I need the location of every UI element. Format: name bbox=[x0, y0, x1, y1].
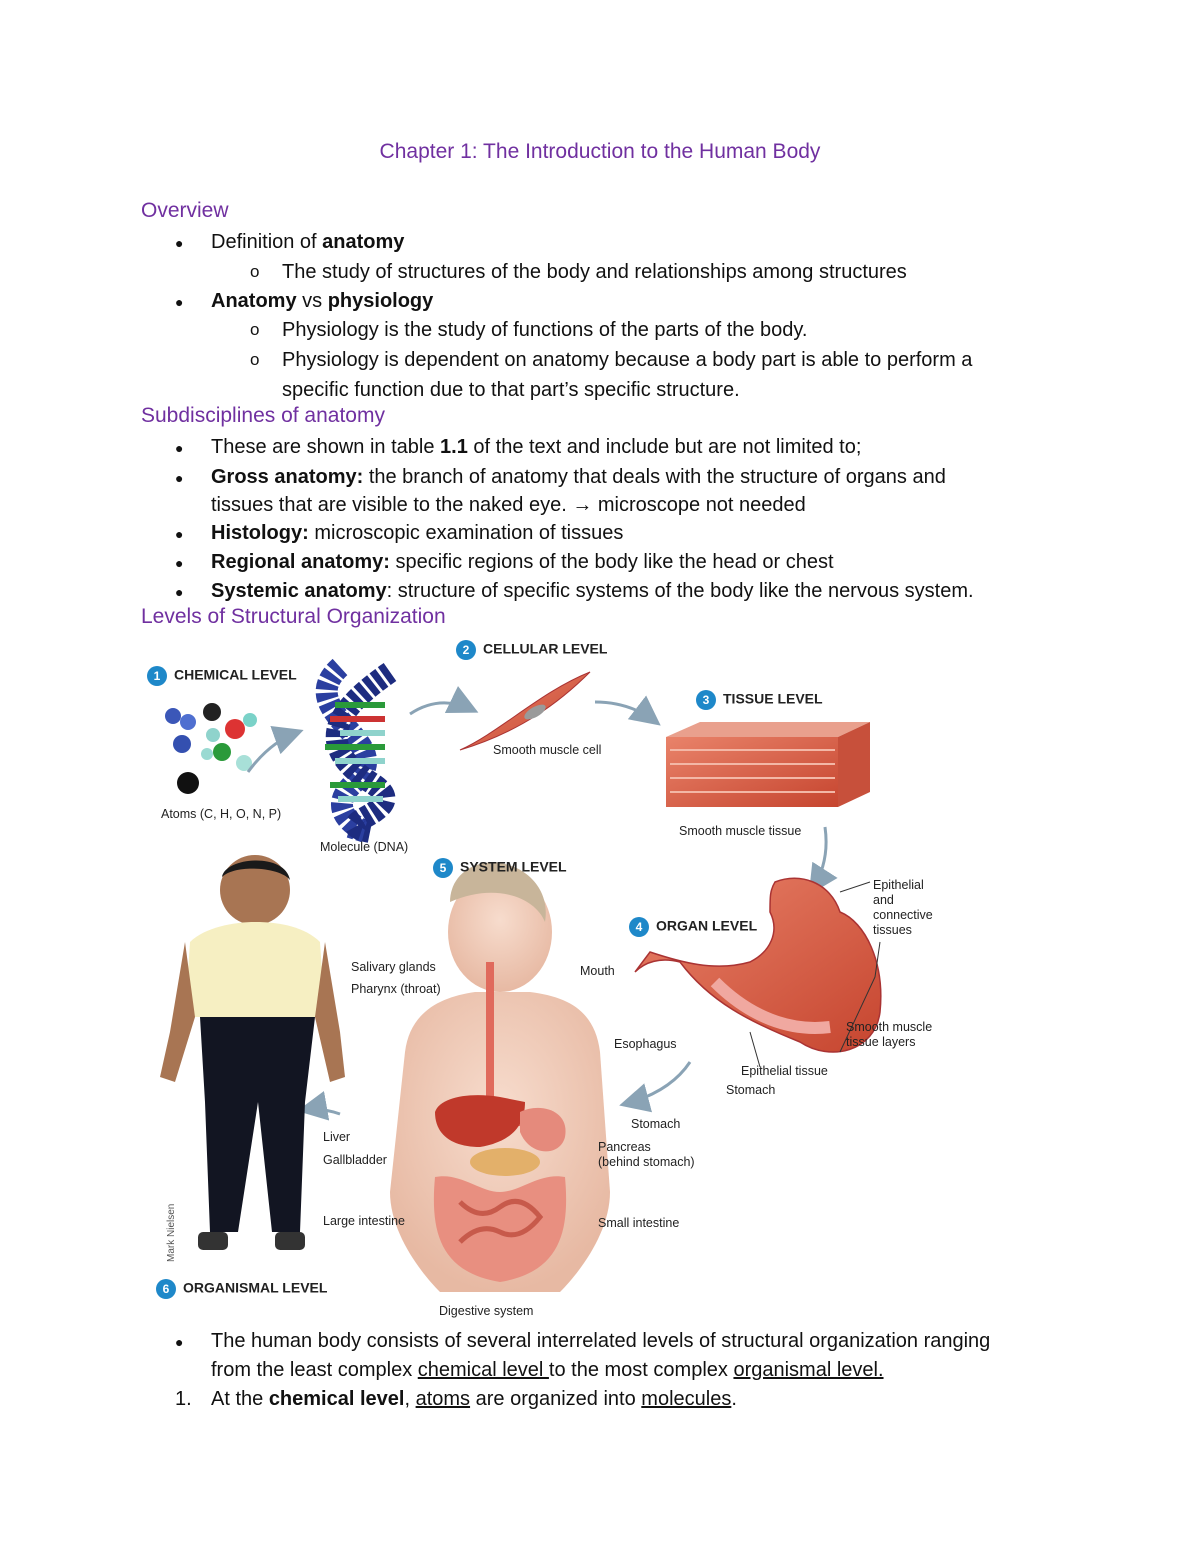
digestive-system-label: Digestive system bbox=[439, 1304, 534, 1318]
bullet-icon: ● bbox=[175, 470, 184, 486]
epithelial-connective-label: Epithelial and connective tissues bbox=[873, 878, 933, 937]
sub-bullet-marker: o bbox=[250, 350, 260, 369]
smooth-muscle-tissue-illustration bbox=[666, 722, 870, 807]
overview-bullet-2: Anatomy vs physiology bbox=[211, 290, 434, 312]
organismal-person-illustration bbox=[160, 855, 345, 1250]
epithelial-tissue-label: Epithelial tissue bbox=[741, 1064, 828, 1078]
stomach-label: Stomach bbox=[631, 1117, 681, 1131]
sub-bullet-marker: o bbox=[250, 320, 260, 339]
sub-bullet-3: Histology: microscopic examination of tissues bbox=[211, 522, 624, 544]
molecule-label: Molecule (DNA) bbox=[320, 840, 409, 854]
esophagus-label: Esophagus bbox=[614, 1037, 677, 1051]
organ-level-label: 4 ORGAN LEVEL bbox=[629, 917, 757, 937]
system-level-label: 5 SYSTEM LEVEL bbox=[433, 858, 567, 878]
overview-sub-3b: specific function due to that part’s specific structure. bbox=[282, 379, 740, 401]
photo-credit: Mark Nielsen bbox=[166, 1203, 177, 1262]
salivary-glands-label: Salivary glands bbox=[351, 960, 436, 974]
pharynx-label: Pharynx (throat) bbox=[351, 982, 441, 996]
levels-heading: Levels of Structural Organization bbox=[141, 605, 446, 628]
bullet-icon: ● bbox=[175, 294, 184, 310]
bullet-icon: ● bbox=[175, 584, 184, 600]
overview-sub-1: The study of structures of the body and relationships among structures bbox=[282, 261, 907, 283]
large-intestine-label: Large intestine bbox=[323, 1214, 406, 1228]
atoms-label: Atoms (C, H, O, N, P) bbox=[161, 807, 282, 821]
subdisciplines-heading: Subdisciplines of anatomy bbox=[141, 404, 385, 427]
levels-numbered-marker: 1. bbox=[175, 1388, 192, 1410]
overview-bullet-1: Definition of anatomy bbox=[211, 231, 405, 253]
digestive-system-illustration bbox=[390, 862, 610, 1292]
bullet-icon: ● bbox=[175, 555, 184, 571]
smooth-muscle-cell-illustration bbox=[460, 672, 590, 750]
tissue-level-label: 3 TISSUE LEVEL bbox=[696, 690, 823, 710]
sub-bullet-4: Regional anatomy: specific regions of the body like the head or chest bbox=[211, 551, 834, 573]
organismal-level-label: 6 ORGANISMAL LEVEL bbox=[156, 1279, 327, 1299]
bullet-icon: ● bbox=[175, 526, 184, 542]
overview-sub-2: Physiology is the study of functions of the parts of the body. bbox=[282, 319, 808, 341]
sub-bullet-5: Systemic anatomy: structure of specific systems of the body like the nervous system. bbox=[211, 580, 974, 602]
smooth-muscle-cell-label: Smooth muscle cell bbox=[493, 743, 602, 757]
page-title: Chapter 1: The Introduction to the Human Body bbox=[379, 140, 821, 163]
chemical-level-label: 1 CHEMICAL LEVEL bbox=[147, 666, 297, 686]
bullet-icon: ● bbox=[175, 440, 184, 456]
gallbladder-label: Gallbladder bbox=[323, 1153, 387, 1167]
levels-numbered-1: At the chemical level, atoms are organized into molecules. bbox=[211, 1388, 737, 1410]
pancreas-label: Pancreas (behind stomach) bbox=[598, 1140, 695, 1169]
bullet-icon: ● bbox=[175, 235, 184, 251]
sub-bullet-2: Gross anatomy: the branch of anatomy that deals with the structure of organs and bbox=[211, 466, 946, 488]
levels-of-organization-figure bbox=[140, 632, 1060, 1324]
levels-bullet-1a: The human body consists of several interrelated levels of structural organization ranging bbox=[211, 1330, 991, 1352]
sub-bullet-2-cont: tissues that are visible to the naked eye. → microscope not needed bbox=[211, 494, 806, 516]
levels-bullet-1b: from the least complex chemical level to the most complex organismal level. bbox=[211, 1359, 884, 1381]
overview-heading: Overview bbox=[141, 199, 229, 222]
atoms-illustration bbox=[165, 703, 257, 794]
overview-sub-3a: Physiology is dependent on anatomy because a body part is able to perform a bbox=[282, 349, 973, 371]
small-intestine-label: Small intestine bbox=[598, 1216, 680, 1230]
smooth-muscle-tissue-label: Smooth muscle tissue bbox=[679, 824, 802, 838]
stomach-organ-label: Stomach bbox=[726, 1083, 776, 1097]
smooth-muscle-layers-label: Smooth muscle tissue layers bbox=[846, 1020, 933, 1049]
liver-label: Liver bbox=[323, 1130, 351, 1144]
cellular-level-label: 2 CELLULAR LEVEL bbox=[456, 640, 607, 660]
sub-bullet-marker: o bbox=[250, 262, 260, 281]
sub-bullet-1: These are shown in table 1.1 of the text and include but are not limited to; bbox=[211, 436, 862, 458]
dna-illustration bbox=[325, 667, 390, 832]
mouth-label: Mouth bbox=[580, 964, 615, 978]
bullet-icon: ● bbox=[175, 1334, 184, 1350]
